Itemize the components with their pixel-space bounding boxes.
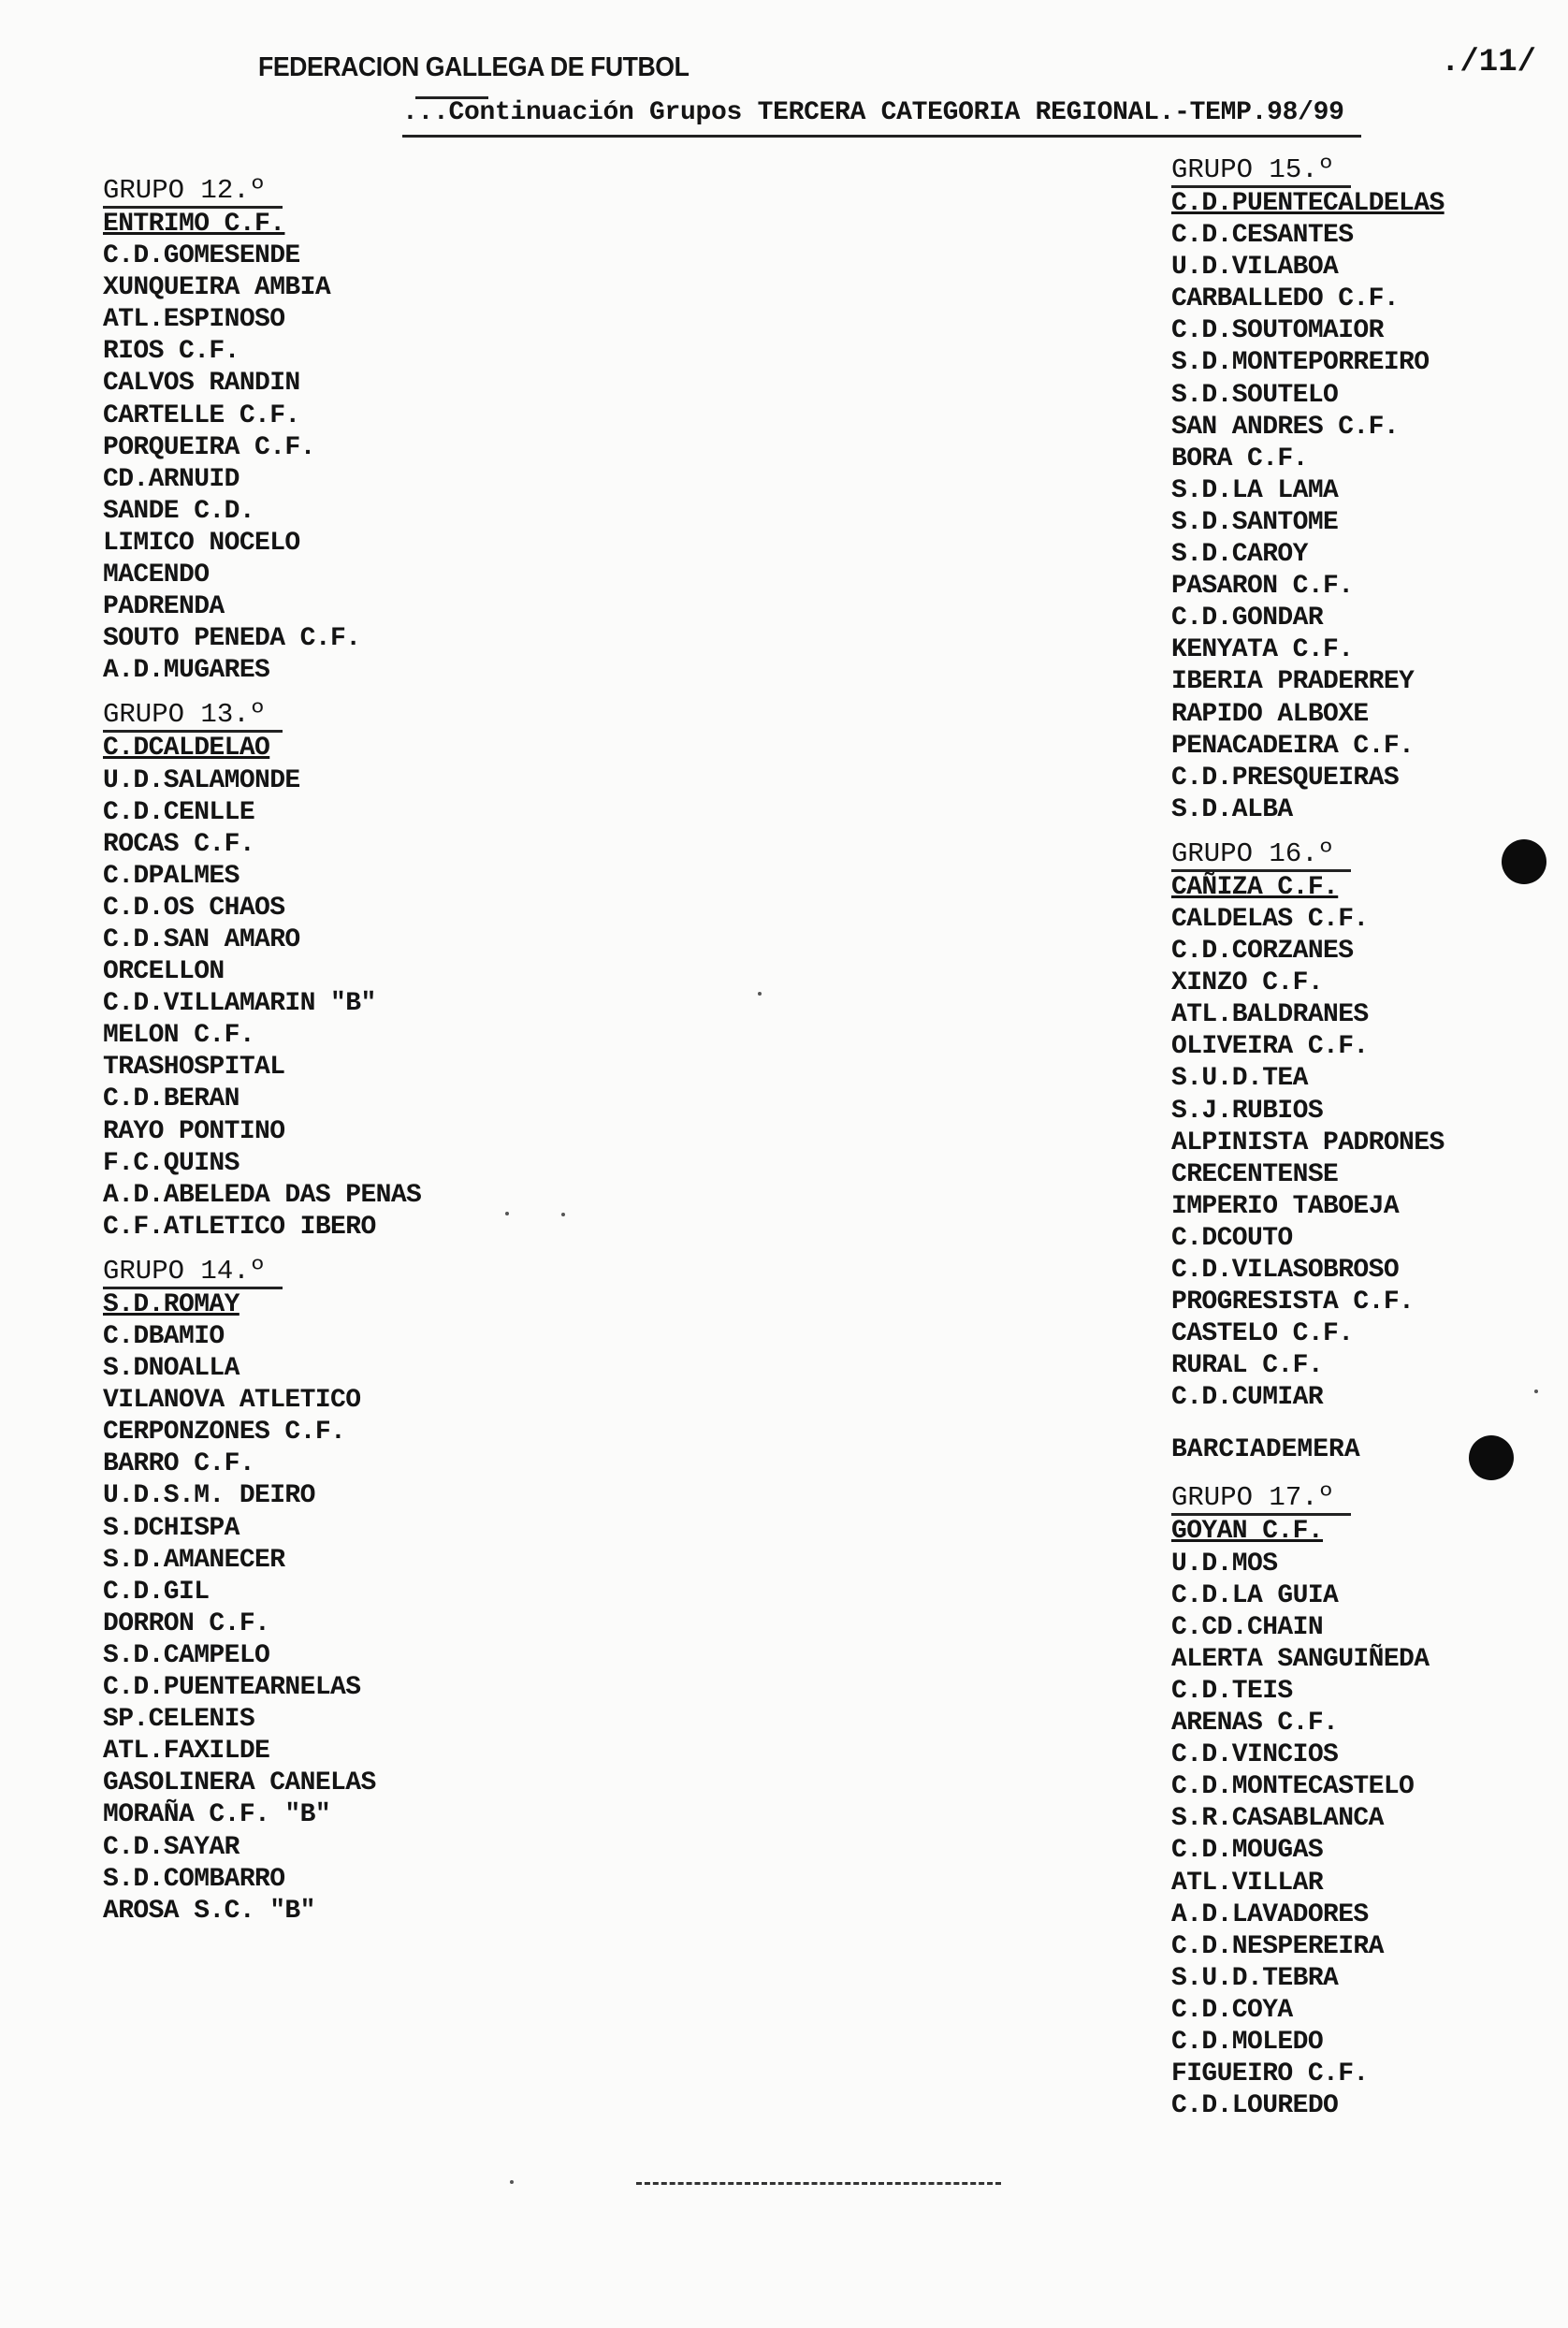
team-name: XINZO C.F. [1171,968,1324,998]
team-name: MACENDO [103,560,210,590]
end-dashed-line [636,2182,1001,2185]
team-name: PASARON C.F. [1171,572,1354,602]
team-name: ATL.ESPINOSO [103,305,285,335]
team-name: S.D.ALBA [1171,794,1293,824]
team-name: ARENAS C.F. [1171,1709,1339,1739]
team-name: SOUTO PENEDA C.F. [103,624,361,654]
team-name: ALPINISTA PADRONES [1171,1128,1445,1157]
team-name: A.D.LAVADORES [1171,1899,1369,1929]
team-name: SP.CELENIS [103,1705,255,1735]
team-name: C.D.VINCIOS [1171,1740,1339,1770]
team-name: CARBALLEDO C.F. [1171,284,1400,314]
team-group [1171,839,1564,1415]
team-name: PROGRESISTA C.F. [1171,1288,1415,1317]
team-name: SAN ANDRES C.F. [1171,412,1400,442]
team-name: C.D.NESPEREIRA [1171,1931,1384,1961]
team-name: U.D.MOS [1171,1549,1278,1579]
team-name: C.D.OS CHAOS [103,893,285,923]
team-name: C.DCOUTO [1171,1223,1293,1253]
subtitle-underline [402,135,1361,138]
scan-speck [561,1213,565,1216]
scan-speck [505,1212,509,1215]
team-group [103,176,683,687]
team-name: C.D.COYA [1171,1995,1293,2025]
group-title: GRUPO 17.º [1171,1483,1351,1516]
team-name: PORQUEIRA C.F. [103,432,315,462]
team-name: S.D.COMBARRO [103,1864,285,1894]
team-name: MELON C.F. [103,1021,255,1051]
team-name: TRASHOSPITAL [103,1053,285,1083]
scan-speck [510,2180,514,2184]
scan-speck [1534,1390,1538,1393]
team-name: U.D.VILABOA [1171,253,1339,283]
team-name: S.R.CASABLANCA [1171,1804,1384,1834]
team-name: C.D.LA GUIA [1171,1580,1339,1610]
team-name: SANDE C.D. [103,496,255,526]
team-name: ORCELLON [103,957,225,987]
team-name: OLIVEIRA C.F. [1171,1032,1369,1062]
team-name: C.D.CORZANES [1171,937,1354,967]
punch-hole [1502,839,1546,884]
team-name: S.D.CAROY [1171,540,1308,570]
team-name: CAÑIZA C.F. [1171,872,1339,902]
team-name: VILANOVA ATLETICO [103,1386,361,1416]
team-name: C.D.PRESQUEIRAS [1171,763,1400,793]
team-name: C.CD.CHAIN [1171,1612,1324,1642]
team-name: S.DCHISPA [103,1513,240,1543]
team-group [1171,155,1564,826]
team-name: CRECENTENSE [1171,1159,1339,1189]
group-title: GRUPO 13.º [103,700,283,733]
team-name: C.D.GONDAR [1171,604,1324,633]
team-name: FIGUEIRO C.F. [1171,2059,1369,2089]
team-name: C.D.VILLAMARIN "B" [103,989,376,1019]
team-name: C.D.GIL [103,1577,210,1607]
team-group [1171,1483,1564,2122]
team-name: ENTRIMO C.F. [103,210,285,239]
team-name: ROCAS C.F. [103,829,255,859]
team-name: U.D.S.M. DEIRO [103,1481,315,1511]
team-name: ATL.VILLAR [1171,1868,1324,1898]
team-name: BARRO C.F. [103,1449,255,1479]
team-name: S.D.ROMAY [103,1289,240,1319]
team-name: CALDELAS C.F. [1171,904,1369,934]
team-name: KENYATA C.F. [1171,635,1354,665]
team-name: S.D.SOUTELO [1171,380,1339,410]
team-name: CERPONZONES C.F. [103,1418,346,1448]
team-name: S.D.MONTEPORREIRO [1171,348,1430,378]
team-name: CD.ARNUID [103,464,240,494]
team-name: S.DNOALLA [103,1354,240,1384]
team-name: C.DBAMIO [103,1322,225,1351]
team-name: U.D.SALAMONDE [103,765,300,795]
group-title: GRUPO 14.º [103,1257,283,1289]
team-name: A.D.ABELEDA DAS PENAS [103,1180,422,1210]
team-name: C.D.BERAN [103,1084,240,1114]
team-name: C.D.SAYAR [103,1832,240,1862]
team-group [103,700,683,1244]
team-name: AROSA S.C. "B" [103,1896,315,1926]
team-name: S.D.LA LAMA [1171,475,1339,505]
scan-speck [758,992,762,996]
team-name: C.D.MONTECASTELO [1171,1772,1415,1802]
team-name: CARTELLE C.F. [103,400,300,430]
team-name: A.D.MUGARES [103,656,270,686]
document-subtitle: ...Continuación Grupos TERCERA CATEGORIA REGIONAL.-TEMP.98/99 [402,98,1344,127]
team-name: C.D.CENLLE [103,797,255,827]
unassigned-team: BARCIADEMERA [1171,1435,1360,1465]
team-name: XUNQUEIRA AMBIA [103,273,331,303]
team-name: S.D.AMANECER [103,1545,285,1575]
left-column [103,176,683,1941]
team-name: C.D.SAN AMARO [103,924,300,954]
team-name: IMPERIO TABOEJA [1171,1191,1400,1221]
team-name: C.D.GOMESENDE [103,241,300,271]
team-name: C.D.TEIS [1171,1676,1293,1706]
team-name: BORA C.F. [1171,444,1308,473]
team-name: RAYO PONTINO [103,1116,285,1146]
team-name: IBERIA PRADERREY [1171,667,1415,697]
team-name: DORRON C.F. [103,1608,270,1638]
group-title: GRUPO 12.º [103,176,283,209]
federation-title: FEDERACION GALLEGA DE FUTBOL [258,52,690,82]
team-name: GASOLINERA CANELAS [103,1768,376,1798]
team-name: C.D.MOLEDO [1171,2027,1324,2057]
team-name: S.J.RUBIOS [1171,1096,1324,1126]
team-name: RIOS C.F. [103,337,240,367]
team-name: C.D.CESANTES [1171,221,1354,251]
group-title: GRUPO 16.º [1171,839,1351,872]
team-name: C.F.ATLETICO IBERO [103,1212,376,1242]
right-column [1171,155,1564,2135]
punch-hole [1469,1435,1514,1480]
page-number: ./11/ [1441,45,1537,80]
team-name: S.D.CAMPELO [103,1640,270,1670]
team-name: C.D.LOUREDO [1171,2091,1339,2121]
team-name: PENACADEIRA C.F. [1171,731,1415,761]
team-group [103,1257,683,1928]
group-title: GRUPO 15.º [1171,155,1351,188]
team-name: RAPIDO ALBOXE [1171,699,1369,729]
team-name: S.U.D.TEBRA [1171,1963,1339,1993]
team-name: C.D.VILASOBROSO [1171,1256,1400,1285]
team-name: RURAL C.F. [1171,1351,1324,1381]
team-name: C.D.CUMIAR [1171,1383,1324,1413]
team-name: C.DPALMES [103,861,240,891]
team-name: LIMICO NOCELO [103,528,300,558]
team-name: C.D.MOUGAS [1171,1836,1324,1866]
team-name: ATL.BALDRANES [1171,1000,1369,1030]
team-name: CASTELO C.F. [1171,1319,1354,1349]
team-name: C.DCALDELAO [103,734,270,764]
team-name: ALERTA SANGUIÑEDA [1171,1644,1430,1674]
team-name: PADRENDA [103,592,225,622]
team-name: GOYAN C.F. [1171,1517,1324,1547]
team-name: C.D.SOUTOMAIOR [1171,316,1384,346]
team-name: ATL.FAXILDE [103,1737,270,1767]
team-name: C.D.PUENTEARNELAS [103,1673,361,1703]
team-name: S.U.D.TEA [1171,1064,1308,1094]
team-name: F.C.QUINS [103,1148,240,1178]
team-name: CALVOS RANDIN [103,369,300,399]
team-name: S.D.SANTOME [1171,507,1339,537]
team-name: C.D.PUENTECALDELAS [1171,189,1445,218]
team-name: MORAÑA C.F. "B" [103,1800,331,1830]
